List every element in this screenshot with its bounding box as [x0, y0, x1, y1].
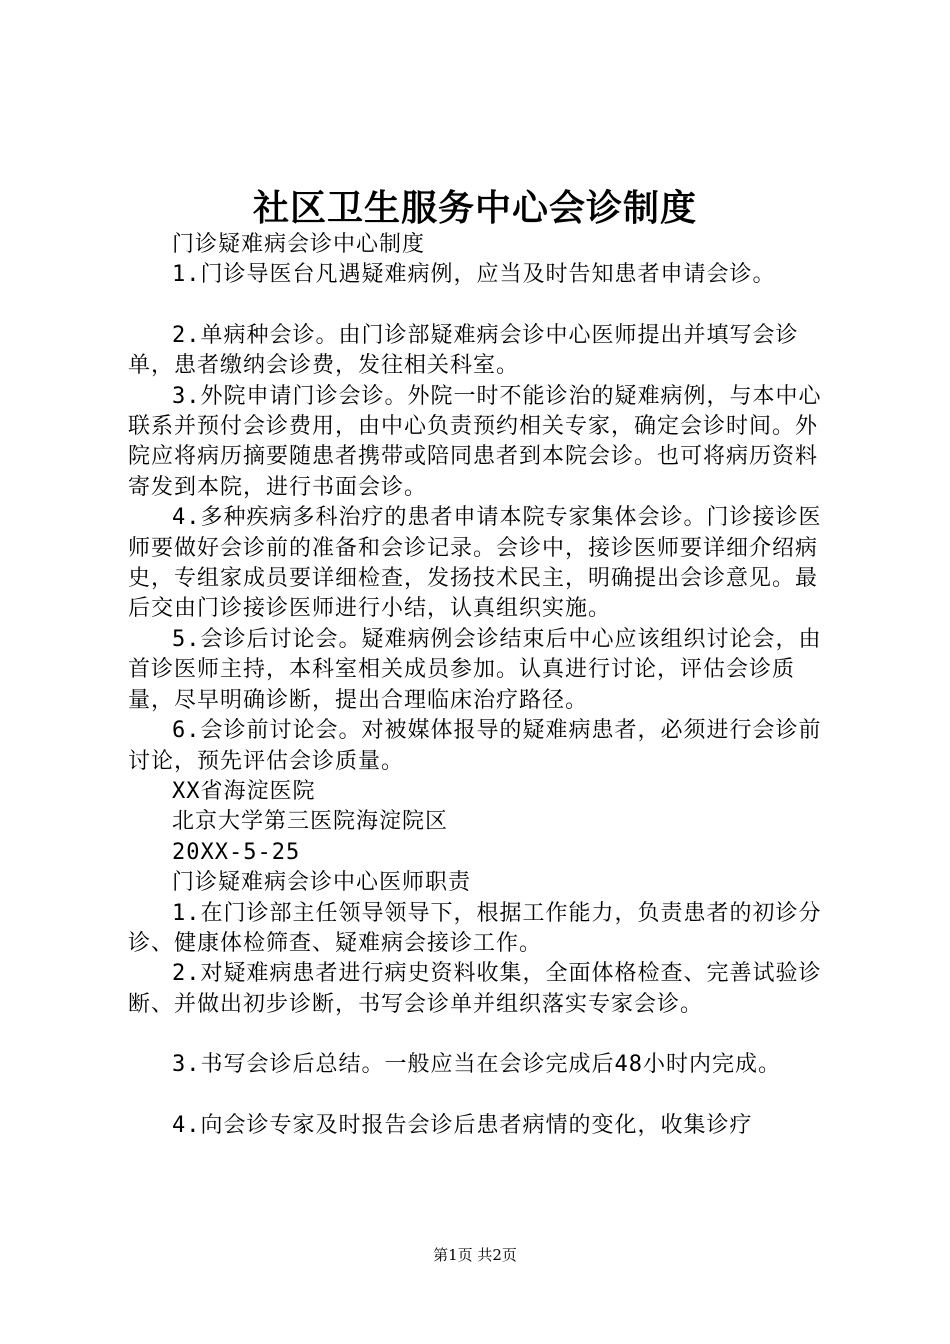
section-heading: 门诊疑难病会诊中心医师职责 — [172, 870, 472, 896]
section-heading: 门诊疑难病会诊中心制度 — [172, 232, 426, 257]
paragraph: 3.书写会诊后总结。一般应当在会诊完成后48小时内完成。 — [172, 1052, 781, 1078]
paragraph: 2.单病种会诊。由门诊部疑难病会诊中心医师提出并填写会诊单，患者缴纳会诊费，发往相关科室。 — [128, 322, 799, 379]
paragraph: 5.会诊后讨论会。疑难病例会诊结束后中心应该组织讨论会，由首诊医师主持，本科室相关成员参加。认真进行讨论，评估会诊质量，尽早明确诊断，提出合理临床治疗路径。 — [128, 626, 822, 713]
paragraph: 1.门诊导医台凡遇疑难病例，应当及时告知患者申请会诊。 — [172, 262, 776, 288]
paragraph: 2.对疑难病患者进行病史资料收集，全面体格检查、完善试验诊断、并做出初步诊断，书写会诊单并组织落实专家会诊。 — [128, 961, 822, 1017]
paragraph: 1.在门诊部主任领导领导下，根据工作能力，负责患者的初诊分诊、健康体检筛查、疑难病会接诊工作。 — [128, 900, 822, 956]
hospital-name: XX省海淀医院 — [172, 778, 316, 804]
paragraph: 4.向会诊专家及时报告会诊后患者病情的变化，收集诊疗 — [172, 1112, 753, 1138]
paragraph: 4.多种疾病多科治疗的患者申请本院专家集体会诊。门诊接诊医师要做好会诊前的准备和会诊记录。会诊中，接诊医师要详细介绍病史，专组家成员要详细检查，发扬技术民主，明确提出会诊意见。最后交由门诊接诊医师进行小结，认真组织实施。 — [128, 505, 822, 622]
document-title: 社区卫生服务中心会诊制度 — [252, 187, 697, 229]
paragraph: 6.会诊前讨论会。对被媒体报导的疑难病患者，必须进行会诊前讨论，预先评估会诊质量。 — [128, 718, 822, 774]
hospital-campus: 北京大学第三医院海淀院区 — [172, 809, 449, 835]
page-footer: 第1页 共2页 — [433, 1246, 517, 1264]
document-date: 20XX-5-25 — [172, 839, 301, 865]
document-body — [128, 230, 840, 1141]
paragraph: 3.外院申请门诊会诊。外院一时不能诊治的疑难病例，与本中心联系并预付会诊费用，由中心负责预约相关专家，确定会诊时间。外院应将病历摘要随患者携带或陪同患者到本院会诊。也可将病历资料寄发到本院，进行书面会诊。 — [128, 383, 822, 500]
